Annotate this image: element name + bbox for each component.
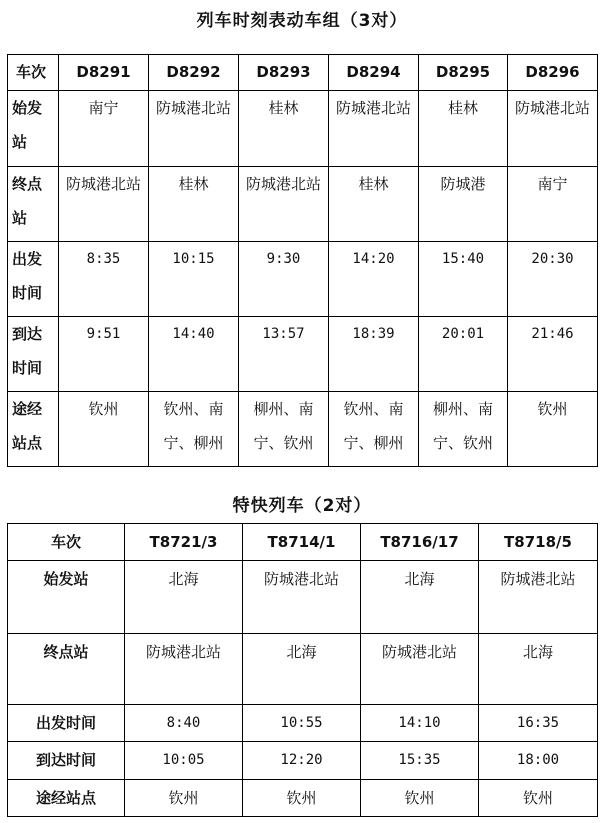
- row-label-via: 途经站点: [8, 392, 59, 467]
- departure-cell: 10:55: [243, 705, 361, 742]
- destination-cell: 北海: [479, 634, 598, 705]
- departure-cell: 8:40: [125, 705, 243, 742]
- departure-cell: 10:15: [149, 242, 239, 317]
- train-no-cell: D8295: [419, 55, 508, 91]
- table-row: [8, 392, 598, 467]
- destination-cell: 桂林: [149, 167, 239, 242]
- arrival-cell: 14:40: [149, 317, 239, 392]
- table-row: [8, 55, 598, 91]
- departure-cell: 16:35: [479, 705, 598, 742]
- train-no-cell: T8721/3: [125, 524, 243, 561]
- table-row: [8, 242, 598, 317]
- destination-cell: 防城港北站: [59, 167, 149, 242]
- destination-cell: 防城港北站: [239, 167, 329, 242]
- destination-cell: 防城港北站: [361, 634, 479, 705]
- train-no-cell: D8296: [508, 55, 598, 91]
- via-cell: 钦州: [59, 392, 149, 467]
- departure-cell: 14:10: [361, 705, 479, 742]
- origin-cell: 南宁: [59, 91, 149, 167]
- table-row: [8, 634, 598, 705]
- row-label-departure: 出发时间: [8, 242, 59, 317]
- departure-cell: 15:40: [419, 242, 508, 317]
- train-no-cell: D8292: [149, 55, 239, 91]
- row-label-via: 途经站点: [8, 780, 125, 817]
- via-cell: 钦州: [508, 392, 598, 467]
- via-cell: 柳州、南宁、钦州: [239, 392, 329, 467]
- row-label-arrival: 到达时间: [8, 742, 125, 780]
- row-label-destination: 终点站: [8, 634, 125, 705]
- train-no-cell: T8718/5: [479, 524, 598, 561]
- table-row: [8, 167, 598, 242]
- table-row: [8, 780, 598, 817]
- departure-cell: 14:20: [329, 242, 419, 317]
- via-cell: 钦州: [243, 780, 361, 817]
- departure-cell: 8:35: [59, 242, 149, 317]
- arrival-cell: 10:05: [125, 742, 243, 780]
- origin-cell: 桂林: [239, 91, 329, 167]
- train-no-cell: T8716/17: [361, 524, 479, 561]
- row-label-train-no: 车次: [8, 55, 59, 91]
- origin-cell: 桂林: [419, 91, 508, 167]
- origin-cell: 防城港北站: [508, 91, 598, 167]
- timetable-title-express: 特快列车（2对）: [232, 496, 372, 516]
- table-row: [8, 524, 598, 561]
- arrival-cell: 21:46: [508, 317, 598, 392]
- arrival-cell: 15:35: [361, 742, 479, 780]
- via-cell: 柳州、南宁、钦州: [419, 392, 508, 467]
- train-no-cell: T8714/1: [243, 524, 361, 561]
- arrival-cell: 18:39: [329, 317, 419, 392]
- arrival-cell: 18:00: [479, 742, 598, 780]
- origin-cell: 防城港北站: [479, 561, 598, 634]
- row-label-departure: 出发时间: [8, 705, 125, 742]
- table-row: [8, 91, 598, 167]
- emu-timetable: [7, 54, 598, 467]
- origin-cell: 防城港北站: [243, 561, 361, 634]
- via-cell: 钦州: [125, 780, 243, 817]
- destination-cell: 桂林: [329, 167, 419, 242]
- arrival-cell: 9:51: [59, 317, 149, 392]
- arrival-cell: 20:01: [419, 317, 508, 392]
- destination-cell: 北海: [243, 634, 361, 705]
- origin-cell: 北海: [125, 561, 243, 634]
- train-no-cell: D8294: [329, 55, 419, 91]
- table-row: [8, 561, 598, 634]
- departure-cell: 20:30: [508, 242, 598, 317]
- row-label-origin: 始发站: [8, 91, 59, 167]
- row-label-train-no: 车次: [8, 524, 125, 561]
- destination-cell: 防城港北站: [125, 634, 243, 705]
- via-cell: 钦州: [479, 780, 598, 817]
- timetable-title-emu: 列车时刻表动车组（3对）: [196, 11, 408, 31]
- origin-cell: 北海: [361, 561, 479, 634]
- via-cell: 钦州、南宁、柳州: [149, 392, 239, 467]
- train-no-cell: D8291: [59, 55, 149, 91]
- via-cell: 钦州: [361, 780, 479, 817]
- origin-cell: 防城港北站: [329, 91, 419, 167]
- table-row: [8, 317, 598, 392]
- table-row: [8, 742, 598, 780]
- express-timetable: [7, 523, 598, 817]
- origin-cell: 防城港北站: [149, 91, 239, 167]
- row-label-destination: 终点站: [8, 167, 59, 242]
- arrival-cell: 12:20: [243, 742, 361, 780]
- table-row: [8, 705, 598, 742]
- destination-cell: 防城港: [419, 167, 508, 242]
- train-no-cell: D8293: [239, 55, 329, 91]
- departure-cell: 9:30: [239, 242, 329, 317]
- via-cell: 钦州、南宁、柳州: [329, 392, 419, 467]
- row-label-origin: 始发站: [8, 561, 125, 634]
- arrival-cell: 13:57: [239, 317, 329, 392]
- row-label-arrival: 到达时间: [8, 317, 59, 392]
- destination-cell: 南宁: [508, 167, 598, 242]
